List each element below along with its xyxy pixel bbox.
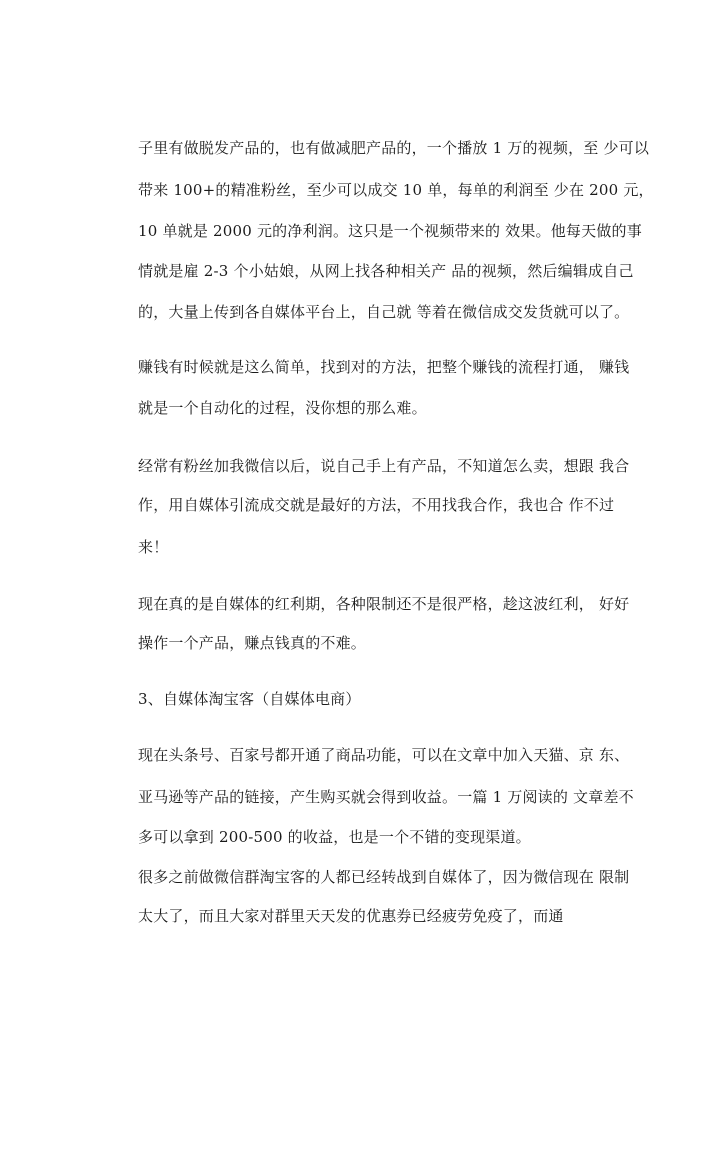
section-heading: 3、自媒体淘宝客（自媒体电商）	[138, 690, 361, 708]
text-line: 多可以拿到 200-500 的收益，也是一个不错的变现渠道。	[138, 828, 531, 846]
text-line: 现在头条号、百家号都开通了商品功能，可以在文章中加入天猫、京 东、	[138, 746, 630, 764]
text-line: 就是一个自动化的过程，没你想的那么难。	[138, 399, 427, 417]
text-line: 情就是雇 2-3 个小姑娘，从网上找各种相关产 品的视频，然后编辑成自己	[138, 262, 634, 280]
text-line: 太大了，而且大家对群里天天发的优惠券已经疲劳免疫了，而通	[138, 907, 564, 925]
text-line: 经常有粉丝加我微信以后，说自己手上有产品，不知道怎么卖，想跟 我合	[138, 457, 630, 475]
text-line: 很多之前做微信群淘宝客的人都已经转战到自媒体了，因为微信现在 限制	[138, 868, 630, 886]
text-line: 赚钱有时候就是这么简单，找到对的方法，把整个赚钱的流程打通， 赚钱	[138, 358, 630, 376]
text-line: 带来 100+的精准粉丝，至少可以成交 10 单，每单的利润至 少在 200 元，	[138, 181, 654, 199]
text-line: 操作一个产品，赚点钱真的不难。	[138, 634, 367, 652]
text-line: 10 单就是 2000 元的净利润。这只是一个视频带来的 效果。他每天做的事	[138, 222, 642, 240]
text-line: 的，大量上传到各自媒体平台上，自己就 等着在微信成交发货就可以了。	[138, 303, 630, 321]
text-line: 子里有做脱发产品的，也有做减肥产品的，一个播放 1 万的视频，至 少可以	[138, 139, 650, 157]
text-line: 现在真的是自媒体的红利期，各种限制还不是很严格，趁这波红利， 好好	[138, 595, 630, 613]
text-line: 作，用自媒体引流成交就是最好的方法，不用找我合作，我也合 作不过	[138, 496, 615, 514]
text-line: 亚马逊等产品的链接，产生购买就会得到收益。一篇 1 万阅读的 文章差不	[138, 788, 634, 806]
text-line: 来！	[138, 538, 169, 556]
